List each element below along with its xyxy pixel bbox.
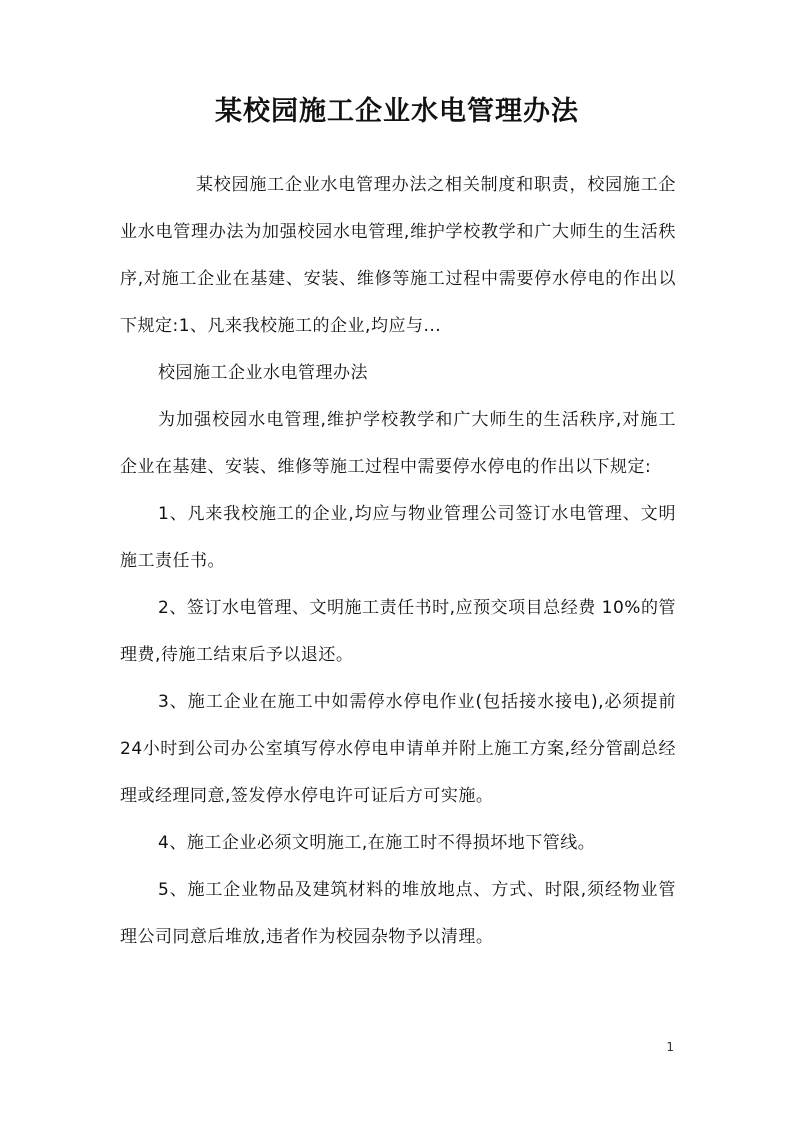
- list-item: 4、施工企业必须文明施工,在施工时不得损坏地下管线。: [158, 833, 596, 853]
- document-body: [120, 162, 676, 961]
- list-item: 5、施工企业物品及建筑材料的堆放地点、方式、时限,须经物业管理公司同意后堆放,违者作为校园杂物予以清理。: [120, 880, 676, 947]
- list-item: 3、施工企业在施工中如需停水停电作业(包括接水接电),必须提前24小时到公司办公室填写停水停电申请单并附上施工方案,经分管副总经理或经理同意,签发停水停电许可证后方可实施。: [120, 692, 676, 806]
- section-heading: 校园施工企业水电管理办法: [158, 363, 368, 383]
- list-item: 1、凡来我校施工的企业,均应与物业管理公司签订水电管理、文明施工责任书。: [120, 504, 676, 571]
- list-item: 2、签订水电管理、文明施工责任书时,应预交项目总经费 10%的管理费,待施工结束后予以退还。: [120, 598, 676, 665]
- summary-paragraph: 某校园施工企业水电管理办法之相关制度和职责，校园施工企业水电管理办法为加强校园水电管理,维护学校教学和广大师生的生活秩序,对施工企业在基建、安装、维修等施工过程中需要停水停电的作出以下规定:1、凡来我校施工的企业,均应与...: [120, 175, 676, 336]
- page-number: 1: [666, 1040, 674, 1054]
- intro-paragraph: 为加强校园水电管理,维护学校教学和广大师生的生活秩序,对施工企业在基建、安装、维修等施工过程中需要停水停电的作出以下规定:: [120, 410, 676, 477]
- document-title: 某校园施工企业水电管理办法: [215, 96, 579, 127]
